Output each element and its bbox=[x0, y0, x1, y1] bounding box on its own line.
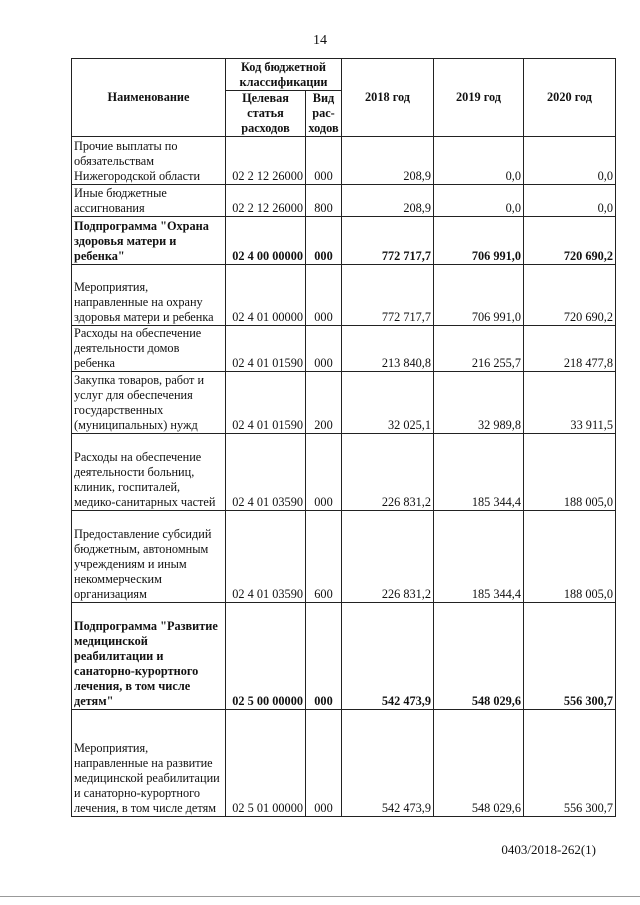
row-name: Подпрограмма "Охрана здоровья матери и ребенка" bbox=[72, 217, 226, 265]
table-row bbox=[72, 326, 616, 372]
row-name: Прочие выплаты по обязательствам Нижегородской области bbox=[72, 137, 226, 185]
row-2019: 548 029,6 bbox=[434, 710, 524, 817]
header-2018: 2018 год bbox=[342, 59, 434, 137]
row-2020: 0,0 bbox=[524, 185, 616, 217]
row-2018: 226 831,2 bbox=[342, 434, 434, 511]
header-2020: 2020 год bbox=[524, 59, 616, 137]
row-2019: 0,0 bbox=[434, 185, 524, 217]
budget-table bbox=[71, 58, 616, 817]
row-name: Расходы на обеспечение деятельности домов ребенка bbox=[72, 326, 226, 372]
row-2019: 706 991,0 bbox=[434, 265, 524, 326]
page-bottom-divider bbox=[0, 896, 640, 897]
table-row bbox=[72, 217, 616, 265]
row-code: 02 4 01 00000 bbox=[226, 265, 306, 326]
row-name: Предоставление субсидий бюджетным, автономным учреждениям и иным некоммерческим организациям bbox=[72, 511, 226, 603]
row-2020: 556 300,7 bbox=[524, 603, 616, 710]
row-code: 02 4 00 00000 bbox=[226, 217, 306, 265]
row-kind: 000 bbox=[306, 710, 342, 817]
header-code-group: Код бюджетной классификации bbox=[226, 59, 342, 91]
row-2019: 0,0 bbox=[434, 137, 524, 185]
row-2020: 33 911,5 bbox=[524, 372, 616, 434]
table-row bbox=[72, 137, 616, 185]
row-2019: 548 029,6 bbox=[434, 603, 524, 710]
row-kind: 200 bbox=[306, 372, 342, 434]
row-2018: 32 025,1 bbox=[342, 372, 434, 434]
row-name: Мероприятия, направленные на развитие медицинской реабилитации и санаторно-курортного лечения, в том числе детям bbox=[72, 710, 226, 817]
row-2018: 542 473,9 bbox=[342, 603, 434, 710]
row-2019: 706 991,0 bbox=[434, 217, 524, 265]
table-row bbox=[72, 434, 616, 511]
row-kind: 000 bbox=[306, 326, 342, 372]
row-code: 02 4 01 01590 bbox=[226, 372, 306, 434]
header-2019: 2019 год bbox=[434, 59, 524, 137]
row-name: Расходы на обеспечение деятельности больниц, клиник, госпиталей, медико-санитарных частей bbox=[72, 434, 226, 511]
row-2018: 208,9 bbox=[342, 185, 434, 217]
row-2018: 542 473,9 bbox=[342, 710, 434, 817]
row-2018: 772 717,7 bbox=[342, 265, 434, 326]
row-kind: 600 bbox=[306, 511, 342, 603]
header-name: Наименование bbox=[72, 59, 226, 137]
row-code: 02 4 01 03590 bbox=[226, 511, 306, 603]
row-2020: 218 477,8 bbox=[524, 326, 616, 372]
header-target-article: Целевая статья расходов bbox=[226, 91, 306, 137]
row-kind: 000 bbox=[306, 137, 342, 185]
row-2020: 720 690,2 bbox=[524, 265, 616, 326]
row-2018: 213 840,8 bbox=[342, 326, 434, 372]
row-kind: 000 bbox=[306, 603, 342, 710]
row-2020: 720 690,2 bbox=[524, 217, 616, 265]
row-2018: 772 717,7 bbox=[342, 217, 434, 265]
row-name: Подпрограмма "Развитие медицинской реабилитации и санаторно-курортного лечения, в том числе детям" bbox=[72, 603, 226, 710]
row-2019: 185 344,4 bbox=[434, 434, 524, 511]
row-2019: 185 344,4 bbox=[434, 511, 524, 603]
row-name: Иные бюджетные ассигнования bbox=[72, 185, 226, 217]
row-code: 02 4 01 03590 bbox=[226, 434, 306, 511]
table-row bbox=[72, 265, 616, 326]
row-code: 02 2 12 26000 bbox=[226, 185, 306, 217]
table-row bbox=[72, 372, 616, 434]
row-kind: 000 bbox=[306, 217, 342, 265]
table-row bbox=[72, 511, 616, 603]
row-2018: 208,9 bbox=[342, 137, 434, 185]
row-2020: 188 005,0 bbox=[524, 434, 616, 511]
row-2018: 226 831,2 bbox=[342, 511, 434, 603]
row-2020: 188 005,0 bbox=[524, 511, 616, 603]
page-number: 14 bbox=[313, 33, 327, 48]
row-kind: 000 bbox=[306, 265, 342, 326]
row-name: Закупка товаров, работ и услуг для обеспечения государственных (муниципальных) нужд bbox=[72, 372, 226, 434]
row-code: 02 4 01 01590 bbox=[226, 326, 306, 372]
row-kind: 000 bbox=[306, 434, 342, 511]
row-code: 02 2 12 26000 bbox=[226, 137, 306, 185]
row-name: Мероприятия, направленные на охрану здоровья матери и ребенка bbox=[72, 265, 226, 326]
row-2019: 32 989,8 bbox=[434, 372, 524, 434]
row-2020: 0,0 bbox=[524, 137, 616, 185]
row-2020: 556 300,7 bbox=[524, 710, 616, 817]
row-code: 02 5 01 00000 bbox=[226, 710, 306, 817]
header-expense-type: Вид рас-ходов bbox=[306, 91, 342, 137]
document-code: 0403/2018-262(1) bbox=[501, 842, 596, 857]
row-kind: 800 bbox=[306, 185, 342, 217]
row-2019: 216 255,7 bbox=[434, 326, 524, 372]
table-row bbox=[72, 185, 616, 217]
table-row bbox=[72, 710, 616, 817]
row-code: 02 5 00 00000 bbox=[226, 603, 306, 710]
table-row bbox=[72, 603, 616, 710]
